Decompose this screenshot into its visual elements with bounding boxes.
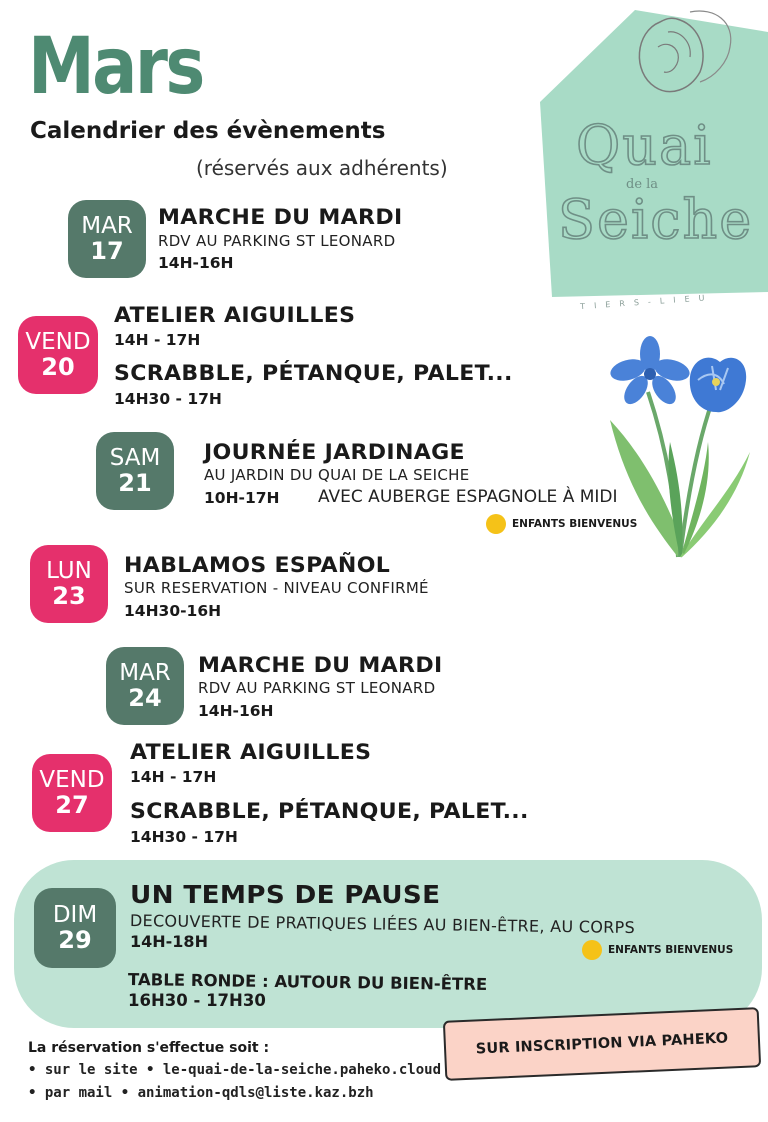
logo-seiche: Seiche — [558, 188, 754, 251]
date-badge-mar-17: MAR 17 — [68, 200, 146, 278]
yellow-dot-icon — [582, 940, 602, 960]
event-location: RDV AU PARKING ST LEONARD — [198, 679, 436, 697]
event-time: 14H-16H — [158, 254, 234, 272]
date-badge-mar-24: MAR 24 — [106, 647, 184, 725]
event-note: AVEC AUBERGE ESPAGNOLE À MIDI — [318, 487, 618, 507]
logo-tagline: TIERS-LIEU — [579, 292, 714, 312]
event-time: 14H - 17H — [114, 331, 201, 349]
event-time: 16H30 - 17H30 — [128, 991, 266, 1010]
date-badge-sam-21: SAM 21 — [96, 432, 174, 510]
event-time: 10H-17H — [204, 489, 280, 507]
event-title: SCRABBLE, PÉTANQUE, PALET... — [114, 361, 513, 385]
kids-welcome-badge: ENFANTS BIENVENUS — [486, 514, 637, 534]
event-title: ATELIER AIGUILLES — [114, 303, 356, 327]
reservation-mail[interactable]: • par mail • animation-qdls@liste.kaz.bzh — [28, 1085, 374, 1101]
event-title: UN TEMPS DE PAUSE — [130, 880, 441, 909]
event-title: SCRABBLE, PÉTANQUE, PALET... — [130, 799, 529, 823]
event-title: MARCHE DU MARDI — [198, 653, 443, 677]
paheko-inscription-stamp: SUR INSCRIPTION VIA PAHEKO — [443, 1007, 761, 1081]
date-badge-vend-20: VEND 20 — [18, 316, 98, 394]
yellow-dot-icon — [486, 514, 506, 534]
logo-de-la: de la — [626, 177, 659, 192]
event-time: 14H30 - 17H — [130, 828, 238, 846]
event-time: 14H - 17H — [130, 768, 217, 786]
event-title: ATELIER AIGUILLES — [130, 740, 372, 764]
reservation-site[interactable]: • sur le site • le-quai-de-la-seiche.paheko.cloud — [28, 1062, 442, 1078]
event-title: JOURNÉE JARDINAGE — [204, 440, 465, 464]
kids-welcome-badge: ENFANTS BIENVENUS — [582, 940, 733, 960]
event-subtitle: TABLE RONDE : AUTOUR DU BIEN-ÊTRE — [127, 970, 488, 995]
event-location: RDV AU PARKING ST LEONARD — [158, 232, 396, 250]
calendar-title: Calendrier des évènements — [30, 118, 386, 144]
date-badge-dim-29: DIM 29 — [34, 888, 116, 968]
quai-de-la-seiche-logo — [540, 2, 768, 322]
logo-quai: Quai — [576, 114, 713, 177]
event-time: 14H-18H — [130, 932, 208, 951]
event-location: AU JARDIN DU QUAI DE LA SEICHE — [204, 466, 470, 484]
event-time: 14H30-16H — [124, 602, 222, 620]
month-title: Mars — [28, 22, 203, 112]
event-time: 14H30 - 17H — [114, 390, 222, 408]
event-location: SUR RESERVATION - NIVEAU CONFIRMÉ — [124, 579, 429, 597]
event-title: HABLAMOS ESPAÑOL — [124, 553, 391, 577]
date-badge-lun-23: LUN 23 — [30, 545, 108, 623]
event-time: 14H-16H — [198, 702, 274, 720]
date-badge-vend-27: VEND 27 — [32, 754, 112, 832]
event-title: MARCHE DU MARDI — [158, 205, 403, 229]
reservation-intro: La réservation s'effectue soit : — [28, 1040, 270, 1056]
event-description: DECOUVERTE DE PRATIQUES LIÉES AU BIEN-ÊTRE, AU CORPS — [129, 911, 636, 938]
calendar-subtitle: (réservés aux adhérents) — [196, 156, 448, 180]
